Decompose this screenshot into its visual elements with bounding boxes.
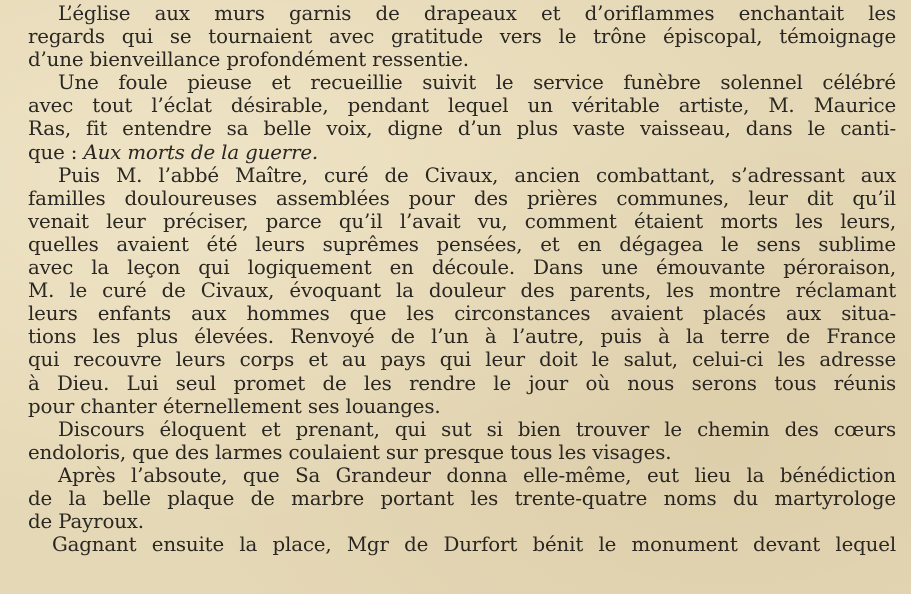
text-line	[28, 141, 896, 164]
text-line: Après l’absoute, que Sa Grandeur donna elle-même, eut lieu la bénédiction	[58, 463, 896, 487]
text-line: quelles avaient été leurs suprêmes pensées, et en dégagea le sens sublime	[28, 232, 896, 256]
paragraph-3	[28, 164, 896, 418]
text-line: Gagnant ensuite la place, Mgr de Durfort bénit le monument devant lequel	[52, 533, 896, 557]
text-line: L’église aux murs garnis de drapeaux et d’oriflammes enchantait les	[58, 2, 896, 25]
text-line: M. le curé de Civaux, évoquant la douleur des parents, les montre réclamant	[28, 279, 896, 303]
paragraph-5	[28, 464, 896, 533]
text-line: leurs enfants aux hommes que les circonstances avaient placés aux situa-	[28, 302, 896, 326]
text-line: qui recouvre leurs corps et au pays qui leur doit le salut, celui-ci les adresse	[28, 348, 896, 372]
paragraph-2	[28, 71, 896, 163]
text-line: tions les plus élevées. Renvoyé de l’un à l’autre, puis à la terre de France	[28, 325, 896, 349]
text-line: Une foule pieuse et recueillie suivit le service funèbre solennel célébré	[58, 71, 896, 95]
text-line: à Dieu. Lui seul promet de les rendre le jour où nous serons tous réunis	[28, 371, 896, 395]
text-line: d’une bienveillance profondément ressentie.	[28, 48, 469, 72]
text-line: familles douloureuses assemblées pour des prières communes, leur dit qu’il	[28, 186, 896, 210]
text-line: venait leur préciser, parce qu’il l’avait vu, comment étaient morts les leurs,	[28, 209, 896, 233]
paragraph-4	[28, 418, 896, 464]
hymn-title: Aux morts de la guerre.	[83, 140, 319, 164]
text-line: avec tout l’éclat désirable, pendant lequel un véritable artiste, M. Maurice	[28, 94, 896, 118]
text-line: de la belle plaque de marbre portant les trente-quatre noms du martyrologe	[28, 486, 896, 510]
text-line: avec la leçon qui logiquement en découle. Dans une émouvante péroraison,	[28, 256, 896, 280]
paragraph-1	[28, 2, 896, 71]
text-line: Ras, fit entendre sa belle voix, digne d’un plus vaste vaisseau, dans le canti-	[28, 117, 896, 141]
text-line: Discours éloquent et prenant, qui sut si bien trouver le chemin des cœurs	[58, 417, 896, 441]
text-line: endoloris, que des larmes coulaient sur presque tous les visages.	[28, 440, 672, 464]
text-line: Puis M. l’abbé Maître, curé de Civaux, ancien combattant, s’adressant aux	[58, 163, 896, 187]
document-page	[28, 2, 896, 556]
text-line: pour chanter éternellement ses louanges.	[28, 394, 441, 418]
paragraph-6	[28, 533, 896, 556]
text-line: regards qui se tournaient avec gratitude vers le trône épiscopal, témoignage	[28, 25, 896, 49]
text-line: de Payroux.	[28, 510, 144, 534]
text-segment: que :	[28, 140, 78, 164]
